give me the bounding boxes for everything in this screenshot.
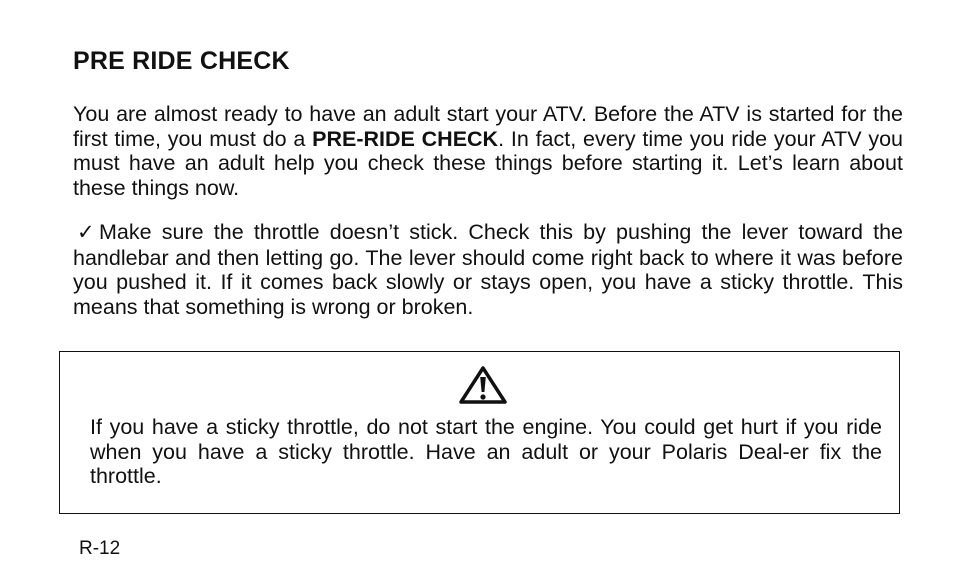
intro-text-part1: You are almost ready to have an adult start your ATV. Before the ATV is started for the first time, you must do a — [73, 102, 903, 151]
page-number: R-12 — [79, 538, 121, 559]
warning-box — [59, 351, 900, 514]
checkmark-icon: ✓ — [77, 221, 95, 244]
checklist-item — [73, 220, 903, 319]
checklist-text: Make sure the throttle doesn’t stick. Check this by pushing the lever toward the handlebar and then letting go. The lever should come right back to where it was before you pushed it. If it comes back slowly or stays open, you have a sticky throttle. This means that something is wrong or broken. — [73, 220, 903, 319]
intro-paragraph — [73, 102, 903, 200]
warning-triangle-icon — [459, 366, 507, 404]
intro-text-part2: . In fact, every time you ride your ATV you must have an adult help you check these things before starting it. Let’s learn about these things now. — [73, 126, 903, 200]
warning-text: If you have a sticky throttle, do not start the engine. You could get hurt if you ride when you have a sticky throttle. Have an adult or your Polaris Deal-er fix the throttle. — [90, 415, 882, 488]
intro-bold-term: PRE-RIDE CHECK — [312, 126, 499, 151]
page-title: PRE RIDE CHECK — [73, 47, 290, 75]
